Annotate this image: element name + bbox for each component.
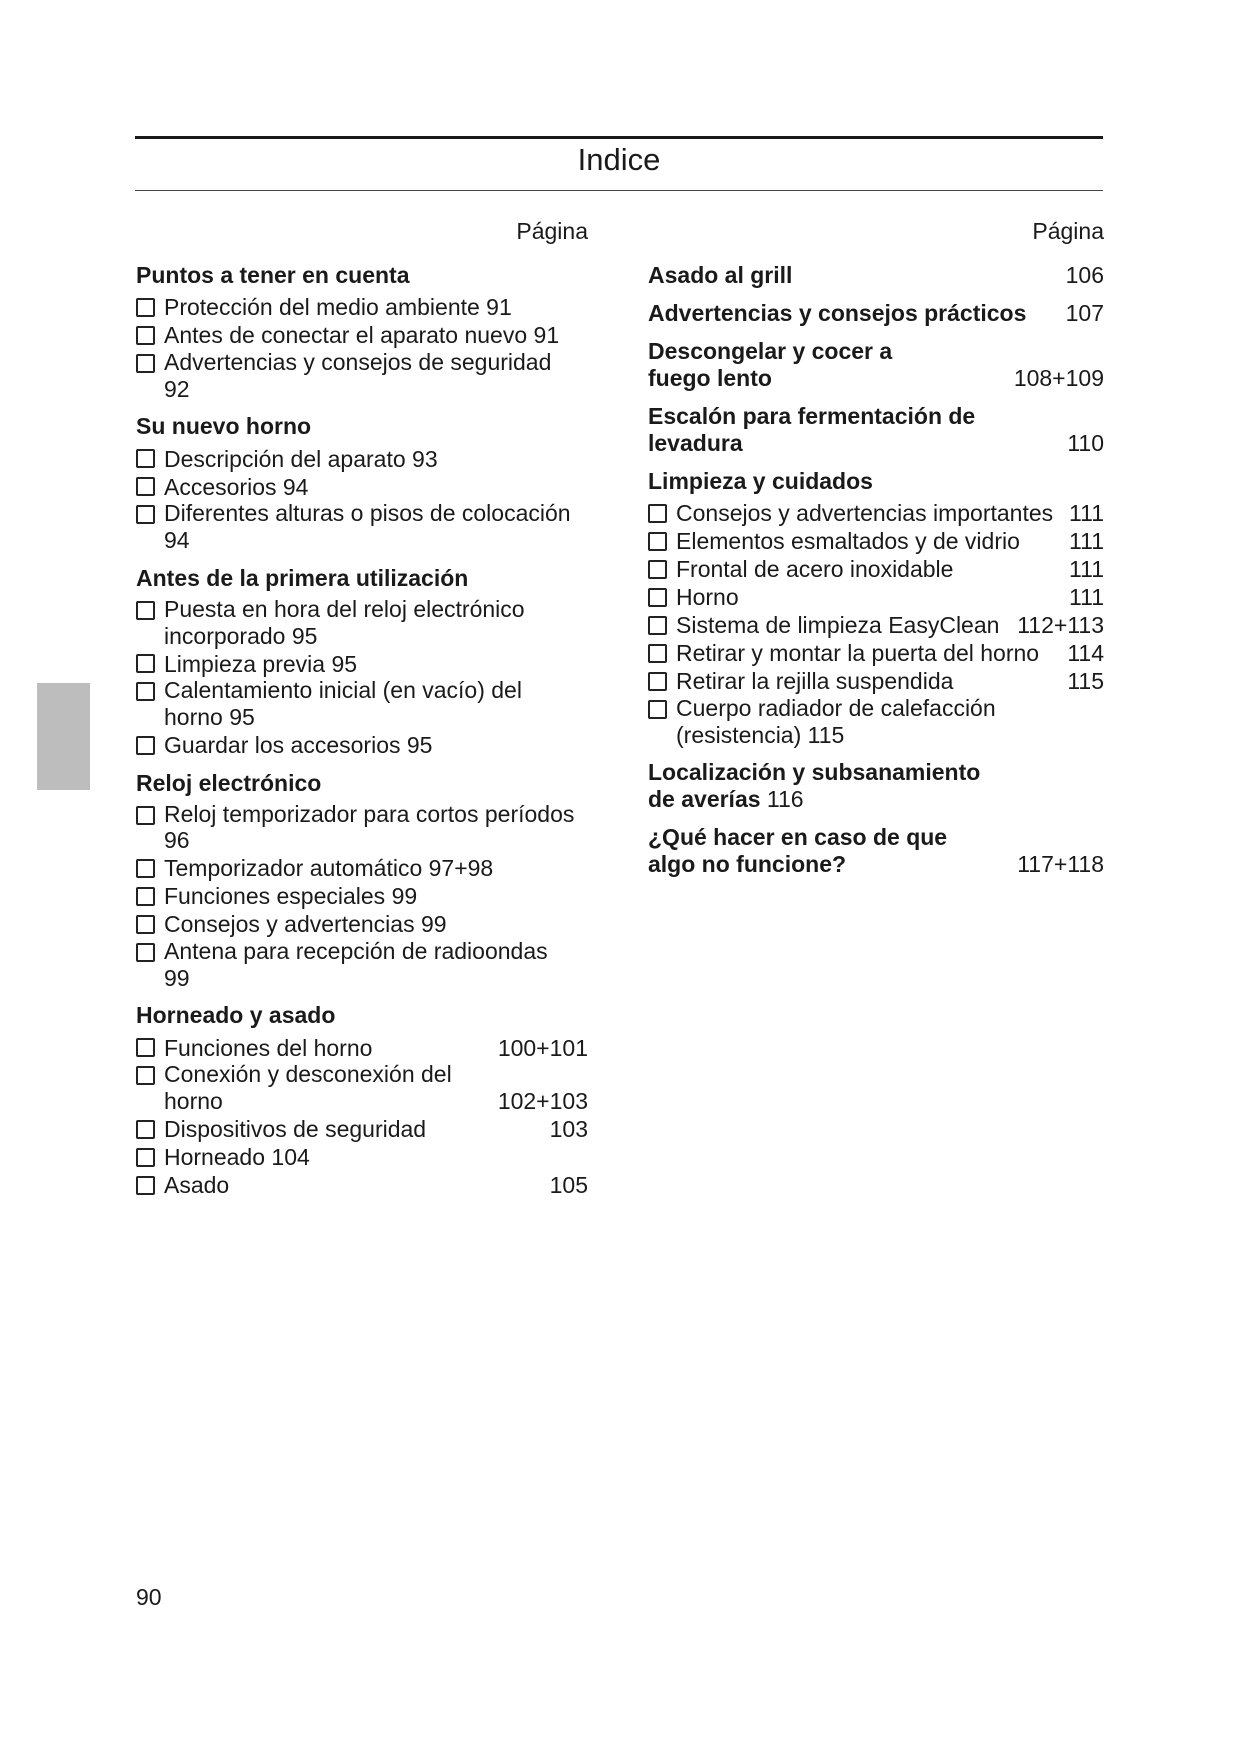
- toc-item-text: Frontal de acero inoxidable: [676, 556, 954, 583]
- toc-section-title[interactable]: Horneado y asado: [136, 1002, 336, 1029]
- toc-entry-title: Descongelar y cocer a fuego lento: [648, 338, 893, 391]
- toc-item[interactable]: [648, 695, 1104, 748]
- toc-item-text: Sistema de limpieza EasyClean: [676, 612, 1000, 639]
- toc-item-page: 114: [1067, 640, 1104, 667]
- toc-item-text: Horno: [676, 584, 739, 611]
- toc-section: [136, 413, 588, 553]
- checkbox-icon: [136, 654, 155, 673]
- toc-section: [136, 1002, 588, 1198]
- toc-item-text: Retirar la rejilla suspendida: [676, 668, 954, 695]
- toc-entry[interactable]: [648, 403, 1104, 457]
- toc-item-text: Limpieza previa 95: [164, 650, 358, 677]
- toc-entry[interactable]: [648, 338, 1104, 392]
- toc-item-text: Funciones especiales 99: [164, 883, 418, 910]
- checkbox-icon: [136, 298, 155, 317]
- toc-section: [136, 770, 588, 992]
- toc-item[interactable]: [136, 731, 588, 759]
- checkbox-icon: [136, 1038, 155, 1057]
- checkbox-icon: [136, 601, 155, 620]
- toc-item-text: Puesta en hora del reloj electrónico incorporado 95: [164, 595, 525, 649]
- toc-item[interactable]: [648, 527, 1104, 555]
- checkbox-icon: [648, 672, 667, 691]
- toc-section: [136, 262, 588, 402]
- checkbox-icon: [136, 354, 155, 373]
- toc-item-text: Guardar los accesorios 95: [164, 731, 433, 758]
- toc-item-page: 100+101: [497, 1034, 588, 1061]
- toc-section-title[interactable]: Puntos a tener en cuenta: [136, 262, 410, 288]
- toc-item-page: 102+103: [497, 1088, 588, 1115]
- toc-item-text: Cuerpo radiador de calefacción (resistencia) 115: [676, 695, 996, 748]
- toc-item[interactable]: [136, 938, 588, 991]
- checkbox-icon: [136, 326, 155, 345]
- toc-entry-page: 117+118: [1017, 851, 1104, 878]
- checkbox-icon: [136, 1176, 155, 1195]
- checkbox-icon: [136, 887, 155, 906]
- toc-item[interactable]: [136, 596, 588, 649]
- toc-item[interactable]: [136, 677, 588, 730]
- toc-item[interactable]: [648, 583, 1104, 611]
- toc-item-page: 111: [1069, 528, 1104, 555]
- toc-item-text: Retirar y montar la puerta del horno: [676, 640, 1040, 667]
- checkbox-icon: [648, 616, 667, 635]
- toc-item[interactable]: [136, 500, 588, 553]
- toc-item-page: 105: [549, 1172, 588, 1199]
- checkbox-icon: [136, 859, 155, 878]
- toc-item[interactable]: [136, 1171, 588, 1199]
- toc-item-text: Asado: [164, 1172, 230, 1199]
- page-column-header: Página: [1032, 218, 1104, 244]
- checkbox-icon: [136, 682, 155, 701]
- checkbox-icon: [136, 943, 155, 962]
- page-title: Indice: [577, 142, 661, 177]
- checkbox-icon: [648, 560, 667, 579]
- toc-item[interactable]: [136, 910, 588, 938]
- toc-entry[interactable]: [648, 759, 1104, 813]
- toc-item[interactable]: [648, 499, 1104, 527]
- toc-item-text: Consejos y advertencias importantes: [676, 500, 1054, 527]
- toc-item-text: Diferentes alturas o pisos de colocación 94: [164, 500, 571, 554]
- checkbox-icon: [136, 449, 155, 468]
- toc-item-text: Consejos y advertencias 99: [164, 911, 447, 938]
- toc-entry-title: Asado al grill: [648, 262, 793, 288]
- toc-item-text: Elementos esmaltados y de vidrio: [676, 528, 1020, 555]
- checkbox-icon: [648, 588, 667, 607]
- toc-item[interactable]: [136, 801, 588, 854]
- side-tab-marker: [37, 683, 90, 790]
- toc-item-text: Antena para recepción de radioondas 99: [164, 938, 548, 991]
- checkbox-icon: [136, 915, 155, 934]
- toc-section-title[interactable]: Su nuevo horno: [136, 413, 312, 440]
- toc-entry[interactable]: [648, 824, 1104, 878]
- checkbox-icon: [136, 505, 155, 524]
- toc-section: [136, 565, 588, 759]
- toc-entry-page: 106: [1065, 262, 1104, 288]
- checkbox-icon: [648, 532, 667, 551]
- toc-item[interactable]: [648, 667, 1104, 695]
- toc-item-page: 111: [1069, 584, 1104, 611]
- toc-entry[interactable]: [648, 300, 1104, 327]
- toc-item[interactable]: [136, 854, 588, 882]
- left-column: [136, 218, 588, 1210]
- checkbox-icon: [136, 806, 155, 825]
- page-number: 90: [136, 1584, 162, 1610]
- toc-entry-title: Localización y subsanamiento de averías: [648, 759, 981, 813]
- toc-item-text: Funciones del horno: [164, 1034, 373, 1061]
- toc-entry-title: ¿Qué hacer en caso de que algo no funcione?: [648, 824, 948, 878]
- toc-item[interactable]: [648, 611, 1104, 639]
- toc-item[interactable]: [136, 882, 588, 910]
- toc-item-text: Dispositivos de seguridad: [164, 1116, 427, 1143]
- toc-item-page: 111: [1069, 556, 1104, 583]
- top-rule: [135, 136, 1103, 139]
- toc-item[interactable]: [136, 444, 588, 472]
- toc-item[interactable]: [136, 1033, 588, 1061]
- toc-item[interactable]: [648, 639, 1104, 667]
- checkbox-icon: [136, 1066, 155, 1085]
- checkbox-icon: [136, 477, 155, 496]
- toc-entry-title: Advertencias y consejos prácticos: [648, 300, 1027, 326]
- toc-item[interactable]: [136, 1143, 588, 1171]
- toc-item[interactable]: [136, 1061, 588, 1114]
- toc-item-page: 111: [1069, 500, 1104, 527]
- toc-item[interactable]: [136, 321, 588, 349]
- toc-item-page: 115: [1067, 668, 1104, 695]
- toc-section-cleaning: [648, 468, 1104, 748]
- toc-item-text: Calentamiento inicial (en vacío) del horno 95: [164, 677, 522, 730]
- left-sections: [136, 262, 588, 1199]
- toc-item-page: 112+113: [1017, 612, 1104, 639]
- toc-item[interactable]: [648, 555, 1104, 583]
- toc-entry-page: 110: [1067, 430, 1104, 456]
- toc-entry-page: 116: [766, 786, 804, 813]
- toc-section-title[interactable]: Antes de la primera utilización: [136, 564, 469, 591]
- toc-item-text: Reloj temporizador para cortos períodos 96: [164, 800, 575, 854]
- toc-item[interactable]: [136, 649, 588, 677]
- toc-item[interactable]: [136, 472, 588, 500]
- right-column: [648, 218, 1104, 889]
- title-underline: [135, 190, 1103, 191]
- toc-section-title[interactable]: Limpieza y cuidados: [648, 468, 873, 494]
- toc-item-text: Horneado 104: [164, 1144, 310, 1171]
- checkbox-icon: [648, 644, 667, 663]
- toc-item-text: Antes de conectar el aparato nuevo 91: [164, 322, 560, 349]
- checkbox-icon: [648, 504, 667, 523]
- toc-item-text: Descripción del aparato 93: [164, 445, 438, 472]
- toc-section-title[interactable]: Reloj electrónico: [136, 769, 322, 796]
- checkbox-icon: [136, 1148, 155, 1167]
- toc-item-text: Advertencias y consejos de seguridad 92: [164, 349, 552, 402]
- checkbox-icon: [648, 700, 667, 719]
- toc-entry[interactable]: [648, 262, 1104, 289]
- checkbox-icon: [136, 1120, 155, 1139]
- checkbox-icon: [136, 736, 155, 755]
- toc-item-text: Conexión y desconexión del horno: [164, 1061, 452, 1115]
- toc-item-text: Accesorios 94: [164, 473, 309, 500]
- toc-entry-page: 107: [1065, 300, 1104, 326]
- toc-item-text: Temporizador automático 97+98: [164, 855, 494, 882]
- toc-entry-page: 108+109: [1013, 365, 1104, 391]
- toc-item-page: 103: [549, 1116, 588, 1143]
- toc-item[interactable]: [136, 349, 588, 402]
- toc-item[interactable]: [136, 1115, 588, 1143]
- toc-entry-title: Escalón para fermentación de levadura: [648, 403, 976, 456]
- page-column-header: Página: [516, 218, 588, 244]
- toc-item[interactable]: [136, 293, 588, 321]
- toc-item-text: Protección del medio ambiente 91: [164, 294, 512, 321]
